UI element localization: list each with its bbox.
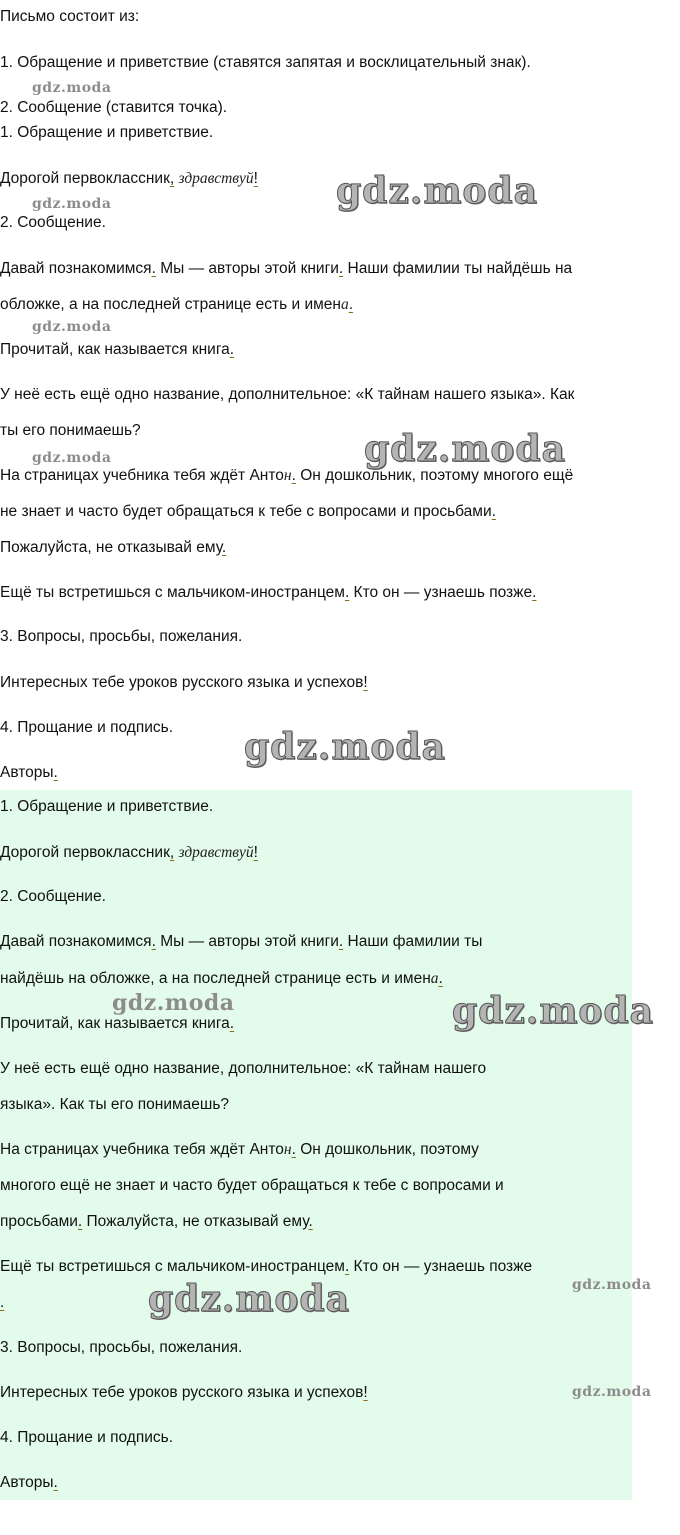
paragraph-line: Ещё ты встретишься с мальчиком-иностранцем. Кто он — узнаешь позже <box>0 1258 533 1275</box>
rule-item-1: 1. Обращение и приветствие (ставятся запятая и восклицательный знак). <box>0 54 531 71</box>
watermark-logo: gdz.moda <box>572 1384 652 1400</box>
paragraph-line: Ещё ты встретишься с мальчиком-иностранцем. Кто он — узнаешь позже. <box>0 584 537 601</box>
paragraph-line: не знает и часто будет обращаться к тебе с вопросами и просьбами. <box>0 503 496 520</box>
watermark-logo: gdz.moda <box>32 196 112 212</box>
paragraph-line: Прочитай, как называется книга. <box>0 1015 235 1032</box>
watermark-logo: gdz.moda <box>336 170 538 212</box>
paragraph-line: Давай познакомимся. Мы — авторы этой книги. Наши фамилии ты найдёшь на <box>0 260 573 277</box>
watermark-logo: gdz.moda <box>244 726 446 768</box>
paragraph-line: Давай познакомимся. Мы — авторы этой книги. Наши фамилии ты <box>0 933 483 950</box>
watermark-logo: gdz.moda <box>32 80 112 96</box>
paragraph-line: Интересных тебе уроков русского языка и успехов! <box>0 1384 368 1401</box>
paragraph-line: Интересных тебе уроков русского языка и успехов! <box>0 674 368 691</box>
watermark-logo: gdz.moda <box>148 1278 350 1320</box>
section-heading-3: 3. Вопросы, просьбы, пожелания. <box>0 628 243 645</box>
paragraph-line: обложке, а на последней странице есть и имена. <box>0 296 354 313</box>
section-heading-4: 4. Прощание и подпись. <box>0 1429 173 1446</box>
watermark-logo: gdz.moda <box>452 990 654 1032</box>
watermark-logo: gdz.moda <box>32 319 112 335</box>
signature-line: Авторы. <box>0 764 58 781</box>
paragraph-line: Пожалуйста, не отказывай ему. <box>0 539 227 556</box>
watermark-logo: gdz.moda <box>32 450 112 466</box>
section-heading-1: 1. Обращение и приветствие. <box>0 124 214 141</box>
section-heading-2: 2. Сообщение. <box>0 214 106 231</box>
paragraph-line: многого ещё не знает и часто будет обращаться к тебе с вопросами и <box>0 1177 504 1194</box>
watermark-logo: gdz.moda <box>112 990 235 1016</box>
greeting-line: Дорогой первоклассник, здравствуй! <box>0 844 258 861</box>
paragraph-line: У неё есть ещё одно название, дополнительное: «К тайнам нашего языка». Как <box>0 386 575 403</box>
watermark-logo: gdz.moda <box>572 1277 652 1293</box>
comma-mark: , <box>169 170 175 187</box>
paragraph-line: просьбами. Пожалуйста, не отказывай ему. <box>0 1213 313 1230</box>
greeting-word: здравствуй <box>178 170 254 187</box>
rule-item-2: 2. Сообщение (ставится точка). <box>0 99 228 116</box>
paragraph-line: Прочитай, как называется книга. <box>0 341 235 358</box>
greeting-line: Дорогой первоклассник, здравствуй! <box>0 170 258 187</box>
paragraph-line: ты его понимаешь? <box>0 422 141 439</box>
section-heading-1: 1. Обращение и приветствие. <box>0 798 214 815</box>
signature-line: Авторы. <box>0 1474 58 1491</box>
paragraph-line: На страницах учебника тебя ждёт Антон. Он дошкольник, поэтому многого ещё <box>0 467 574 484</box>
paragraph-line: На страницах учебника тебя ждёт Антон. Он дошкольник, поэтому <box>0 1141 479 1158</box>
section-heading-3: 3. Вопросы, просьбы, пожелания. <box>0 1339 243 1356</box>
intro-text: Письмо состоит из: <box>0 8 140 25</box>
paragraph-line: . <box>0 1294 5 1311</box>
exclamation-mark: ! <box>253 170 258 187</box>
paragraph-line: У неё есть ещё одно название, дополнительное: «К тайнам нашего <box>0 1060 487 1077</box>
section-heading-4: 4. Прощание и подпись. <box>0 719 173 736</box>
section-heading-2: 2. Сообщение. <box>0 888 106 905</box>
paragraph-line: языка». Как ты его понимаешь? <box>0 1096 230 1113</box>
watermark-logo: gdz.moda <box>364 428 566 470</box>
paragraph-line: найдёшь на обложке, а на последней странице есть и имена. <box>0 970 443 987</box>
